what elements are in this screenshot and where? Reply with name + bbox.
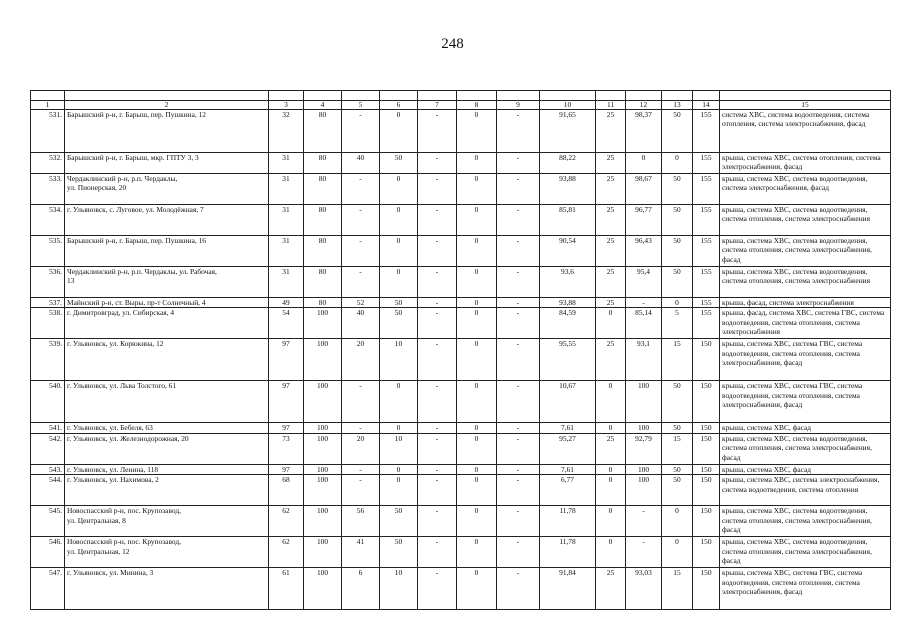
value-cell: 10: [380, 568, 418, 610]
value-cell: 20: [342, 339, 380, 381]
works-cell: крыша, система ХВС, система водоотведения, система отопления, система электроснабжения, фасад: [720, 537, 891, 568]
value-cell: 11,78: [540, 506, 596, 537]
value-cell: 100: [304, 308, 342, 339]
value-cell: 95,4: [626, 267, 662, 298]
value-cell: 50: [380, 506, 418, 537]
value-cell: 100: [626, 475, 662, 506]
value-cell: -: [497, 205, 540, 236]
value-cell: 50: [380, 153, 418, 174]
value-cell: 97: [269, 423, 304, 433]
value-cell: 80: [304, 298, 342, 308]
value-cell: 0: [596, 506, 626, 537]
row-number-cell: 546.: [31, 537, 65, 568]
value-cell: 31: [269, 153, 304, 174]
row-number-cell: 535.: [31, 236, 65, 267]
address-cell: г. Димитровград, ул. Сибирская, 4: [65, 308, 269, 339]
works-cell: крыша, система ХВС, фасад: [720, 464, 891, 474]
value-cell: 20: [342, 433, 380, 464]
value-cell: -: [418, 174, 457, 205]
value-cell: 15: [662, 339, 693, 381]
value-cell: 50: [662, 205, 693, 236]
value-cell: 50: [662, 381, 693, 423]
value-cell: 0: [596, 475, 626, 506]
value-cell: 93,03: [626, 568, 662, 610]
value-cell: 32: [269, 110, 304, 153]
row-number-cell: 545.: [31, 506, 65, 537]
row-number-cell: 541.: [31, 423, 65, 433]
value-cell: 0: [457, 205, 497, 236]
value-cell: 0: [457, 475, 497, 506]
value-cell: 0: [457, 339, 497, 381]
value-cell: 0: [457, 537, 497, 568]
value-cell: -: [342, 381, 380, 423]
row-number-cell: 543.: [31, 464, 65, 474]
address-cell: г. Ульяновск, ул. Ленина, 118: [65, 464, 269, 474]
address-cell: г. Ульяновск, ул. Минина, 3: [65, 568, 269, 610]
column-header: 15: [720, 101, 891, 110]
row-number-cell: 533.: [31, 174, 65, 205]
value-cell: 0: [380, 475, 418, 506]
value-cell: 0: [596, 308, 626, 339]
column-header: 9: [497, 101, 540, 110]
works-cell: система ХВС, система водоотведения, система отопления, система электроснабжения, фасад: [720, 110, 891, 153]
table-row: [31, 298, 891, 308]
table-row: [31, 381, 891, 423]
value-cell: 40: [342, 153, 380, 174]
value-cell: 25: [596, 339, 626, 381]
table-row: [31, 205, 891, 236]
address-cell: Барышский р-н, г. Барыш, пер. Пушкина, 16: [65, 236, 269, 267]
value-cell: 0: [380, 110, 418, 153]
value-cell: -: [626, 506, 662, 537]
address-cell: Чердаклинский р-н, р.п. Чердаклы, ул. Пионерская, 20: [65, 174, 269, 205]
column-header: 6: [380, 101, 418, 110]
value-cell: 50: [662, 464, 693, 474]
value-cell: 0: [457, 506, 497, 537]
value-cell: -: [497, 475, 540, 506]
works-cell: крыша, система ХВС, система водоотведения, система электроснабжения, фасад: [720, 174, 891, 205]
value-cell: 98,67: [626, 174, 662, 205]
value-cell: 88,22: [540, 153, 596, 174]
works-cell: крыша, система ХВС, система водоотведения, система отопления, система электроснабжения, фасад: [720, 433, 891, 464]
value-cell: 0: [380, 423, 418, 433]
value-cell: 155: [693, 110, 720, 153]
value-cell: 93,88: [540, 174, 596, 205]
value-cell: 0: [380, 381, 418, 423]
works-cell: крыша, система ХВС, система ГВС, система водоотведения, система отопления, система электроснабжения, фасад: [720, 568, 891, 610]
value-cell: 25: [596, 298, 626, 308]
value-cell: 85,81: [540, 205, 596, 236]
value-cell: 97: [269, 381, 304, 423]
row-number-cell: 540.: [31, 381, 65, 423]
address-cell: г. Ульяновск, ул. Льва Толстого, 61: [65, 381, 269, 423]
value-cell: 11,78: [540, 537, 596, 568]
value-cell: 25: [596, 433, 626, 464]
address-cell: г. Ульяновск, ул. Корюкина, 12: [65, 339, 269, 381]
table-row: [31, 475, 891, 506]
address-cell: г. Ульяновск, ул. Бебеля, 63: [65, 423, 269, 433]
value-cell: 150: [693, 433, 720, 464]
value-cell: 0: [457, 568, 497, 610]
value-cell: 0: [457, 423, 497, 433]
value-cell: 0: [457, 236, 497, 267]
value-cell: 15: [662, 433, 693, 464]
value-cell: -: [497, 423, 540, 433]
value-cell: 98,37: [626, 110, 662, 153]
value-cell: 155: [693, 236, 720, 267]
value-cell: 0: [596, 537, 626, 568]
value-cell: 0: [626, 153, 662, 174]
table-row: [31, 236, 891, 267]
value-cell: 0: [457, 381, 497, 423]
value-cell: 0: [380, 174, 418, 205]
address-cell: Барышский р-н, г. Барыш, пер. Пушкина, 12: [65, 110, 269, 153]
value-cell: -: [497, 236, 540, 267]
value-cell: 155: [693, 298, 720, 308]
row-number-cell: 531.: [31, 110, 65, 153]
column-header: 4: [304, 101, 342, 110]
works-cell: крыша, система ХВС, система водоотведения, система отопления, система электроснабжения: [720, 205, 891, 236]
value-cell: 150: [693, 464, 720, 474]
value-cell: 15: [662, 568, 693, 610]
page-number: 248: [441, 36, 464, 52]
value-cell: 31: [269, 174, 304, 205]
value-cell: -: [497, 381, 540, 423]
value-cell: -: [418, 423, 457, 433]
value-cell: 31: [269, 205, 304, 236]
works-cell: крыша, система ХВС, система ГВС, система водоотведения, система отопления, система электроснабжения, фасад: [720, 339, 891, 381]
value-cell: 92,79: [626, 433, 662, 464]
column-number-row: [31, 101, 891, 110]
value-cell: 0: [380, 205, 418, 236]
value-cell: -: [342, 464, 380, 474]
value-cell: -: [342, 475, 380, 506]
value-cell: 100: [304, 537, 342, 568]
value-cell: 61: [269, 568, 304, 610]
value-cell: 25: [596, 568, 626, 610]
table-row: [31, 339, 891, 381]
value-cell: -: [342, 267, 380, 298]
value-cell: 0: [662, 506, 693, 537]
value-cell: 100: [304, 339, 342, 381]
row-number-cell: 537.: [31, 298, 65, 308]
value-cell: 150: [693, 506, 720, 537]
value-cell: 25: [596, 205, 626, 236]
value-cell: 95,55: [540, 339, 596, 381]
value-cell: 50: [662, 423, 693, 433]
value-cell: 5: [662, 308, 693, 339]
address-cell: г. Ульяновск, ул. Железнодорожная, 20: [65, 433, 269, 464]
works-cell: крыша, система ХВС, система электроснабжения, система водоотведения, система отопления: [720, 475, 891, 506]
table-row: [31, 433, 891, 464]
value-cell: 84,59: [540, 308, 596, 339]
value-cell: 96,77: [626, 205, 662, 236]
value-cell: -: [418, 464, 457, 474]
value-cell: -: [418, 205, 457, 236]
column-header: 8: [457, 101, 497, 110]
value-cell: 40: [342, 308, 380, 339]
value-cell: 91,65: [540, 110, 596, 153]
column-header: 13: [662, 101, 693, 110]
value-cell: 73: [269, 433, 304, 464]
works-cell: крыша, фасад, система ХВС, система ГВС, система водоотведения, система отопления, система электроснабжения: [720, 308, 891, 339]
value-cell: 50: [380, 308, 418, 339]
value-cell: 6,77: [540, 475, 596, 506]
value-cell: 80: [304, 110, 342, 153]
works-cell: крыша, система ХВС, система отопления, система электроснабжения, фасад: [720, 153, 891, 174]
value-cell: 7,61: [540, 464, 596, 474]
value-cell: 25: [596, 174, 626, 205]
value-cell: 80: [304, 205, 342, 236]
value-cell: 96,43: [626, 236, 662, 267]
works-cell: крыша, система ХВС, система водоотведения, система отопления, система электроснабжения, фасад: [720, 236, 891, 267]
value-cell: 80: [304, 174, 342, 205]
value-cell: -: [497, 506, 540, 537]
column-header: 2: [65, 101, 269, 110]
row-number-cell: 536.: [31, 267, 65, 298]
column-header: 5: [342, 101, 380, 110]
value-cell: -: [418, 308, 457, 339]
value-cell: 155: [693, 267, 720, 298]
works-cell: крыша, система ХВС, система ГВС, система водоотведения, система отопления, система электроснабжения, фасад: [720, 381, 891, 423]
works-cell: крыша, система ХВС, система водоотведения, система отопления, система электроснабжения, фасад: [720, 506, 891, 537]
table-row: [31, 464, 891, 474]
value-cell: 7,61: [540, 423, 596, 433]
value-cell: 25: [596, 110, 626, 153]
works-cell: крыша, фасад, система электроснабжения: [720, 298, 891, 308]
value-cell: 50: [380, 298, 418, 308]
value-cell: 25: [596, 267, 626, 298]
value-cell: -: [626, 537, 662, 568]
value-cell: -: [418, 153, 457, 174]
value-cell: -: [497, 308, 540, 339]
value-cell: 31: [269, 236, 304, 267]
address-cell: Майнский р-н, ст. Выры, пр-т Солнечный, 4: [65, 298, 269, 308]
column-header: 10: [540, 101, 596, 110]
value-cell: 0: [380, 267, 418, 298]
table-row: [31, 537, 891, 568]
value-cell: 97: [269, 464, 304, 474]
value-cell: 6: [342, 568, 380, 610]
column-header: 3: [269, 101, 304, 110]
table-row: [31, 110, 891, 153]
row-number-cell: 544.: [31, 475, 65, 506]
value-cell: 155: [693, 308, 720, 339]
value-cell: 50: [662, 267, 693, 298]
address-cell: г. Ульяновск, с. Луговое, ул. Молодёжная, 7: [65, 205, 269, 236]
value-cell: 0: [662, 153, 693, 174]
value-cell: 10: [380, 433, 418, 464]
blank-header-row: [31, 91, 891, 101]
value-cell: 100: [626, 381, 662, 423]
value-cell: 93,88: [540, 298, 596, 308]
value-cell: 150: [693, 423, 720, 433]
value-cell: 0: [596, 381, 626, 423]
value-cell: 100: [304, 464, 342, 474]
value-cell: 80: [304, 236, 342, 267]
value-cell: -: [418, 110, 457, 153]
value-cell: 52: [342, 298, 380, 308]
value-cell: 25: [596, 236, 626, 267]
table-row: [31, 423, 891, 433]
table-row: [31, 308, 891, 339]
data-table: [30, 90, 891, 610]
value-cell: 155: [693, 153, 720, 174]
column-header: 1: [31, 101, 65, 110]
value-cell: 50: [662, 174, 693, 205]
value-cell: 0: [457, 153, 497, 174]
value-cell: -: [342, 236, 380, 267]
value-cell: -: [497, 433, 540, 464]
value-cell: -: [418, 475, 457, 506]
value-cell: 41: [342, 537, 380, 568]
address-cell: Барышский р-н, г. Барыш, мкр. ГПТУ 3, 3: [65, 153, 269, 174]
works-cell: крыша, система ХВС, фасад: [720, 423, 891, 433]
value-cell: 95,27: [540, 433, 596, 464]
value-cell: 50: [380, 537, 418, 568]
address-cell: Новоспасский р-н, пос. Крупозавод, ул. Центральная, 8: [65, 506, 269, 537]
value-cell: -: [497, 174, 540, 205]
value-cell: 0: [380, 236, 418, 267]
value-cell: 100: [304, 506, 342, 537]
value-cell: 150: [693, 537, 720, 568]
value-cell: 25: [596, 153, 626, 174]
value-cell: -: [497, 110, 540, 153]
value-cell: -: [342, 205, 380, 236]
value-cell: -: [497, 537, 540, 568]
table-row: [31, 506, 891, 537]
value-cell: 155: [693, 205, 720, 236]
value-cell: 68: [269, 475, 304, 506]
value-cell: 100: [304, 475, 342, 506]
row-number-cell: 534.: [31, 205, 65, 236]
value-cell: 0: [596, 464, 626, 474]
row-number-cell: 538.: [31, 308, 65, 339]
value-cell: 0: [457, 464, 497, 474]
value-cell: 100: [304, 381, 342, 423]
value-cell: -: [418, 506, 457, 537]
value-cell: -: [342, 110, 380, 153]
value-cell: -: [418, 433, 457, 464]
value-cell: 0: [662, 537, 693, 568]
value-cell: 100: [626, 464, 662, 474]
value-cell: 150: [693, 381, 720, 423]
value-cell: 0: [457, 174, 497, 205]
value-cell: -: [497, 568, 540, 610]
table-row: [31, 153, 891, 174]
column-header: 14: [693, 101, 720, 110]
value-cell: -: [342, 174, 380, 205]
value-cell: 62: [269, 506, 304, 537]
value-cell: 85,14: [626, 308, 662, 339]
value-cell: 100: [304, 423, 342, 433]
table-row: [31, 174, 891, 205]
value-cell: 91,84: [540, 568, 596, 610]
value-cell: 150: [693, 475, 720, 506]
value-cell: 50: [662, 236, 693, 267]
value-cell: 0: [457, 110, 497, 153]
value-cell: 80: [304, 267, 342, 298]
value-cell: 0: [596, 423, 626, 433]
row-number-cell: 539.: [31, 339, 65, 381]
value-cell: 100: [626, 423, 662, 433]
value-cell: 10: [380, 339, 418, 381]
value-cell: -: [418, 381, 457, 423]
row-number-cell: 542.: [31, 433, 65, 464]
value-cell: 49: [269, 298, 304, 308]
value-cell: 56: [342, 506, 380, 537]
value-cell: 93,6: [540, 267, 596, 298]
table-row: [31, 568, 891, 610]
value-cell: 0: [662, 298, 693, 308]
value-cell: 62: [269, 537, 304, 568]
value-cell: 50: [662, 475, 693, 506]
value-cell: -: [418, 568, 457, 610]
value-cell: 90,54: [540, 236, 596, 267]
table-row: [31, 267, 891, 298]
value-cell: -: [342, 423, 380, 433]
value-cell: -: [497, 339, 540, 381]
value-cell: 54: [269, 308, 304, 339]
value-cell: -: [418, 267, 457, 298]
value-cell: 0: [380, 464, 418, 474]
row-number-cell: 547.: [31, 568, 65, 610]
value-cell: 155: [693, 174, 720, 205]
value-cell: -: [418, 537, 457, 568]
value-cell: -: [418, 339, 457, 381]
value-cell: -: [497, 464, 540, 474]
value-cell: 0: [457, 308, 497, 339]
value-cell: 50: [662, 110, 693, 153]
value-cell: 150: [693, 339, 720, 381]
value-cell: 0: [457, 267, 497, 298]
value-cell: -: [497, 298, 540, 308]
column-header: 11: [596, 101, 626, 110]
value-cell: 100: [304, 568, 342, 610]
value-cell: -: [626, 298, 662, 308]
value-cell: -: [418, 236, 457, 267]
value-cell: 0: [457, 433, 497, 464]
address-cell: Чердаклинский р-н, р.п. Чердаклы, ул. Рабочая, 13: [65, 267, 269, 298]
value-cell: 150: [693, 568, 720, 610]
value-cell: -: [418, 298, 457, 308]
value-cell: -: [497, 153, 540, 174]
value-cell: 93,1: [626, 339, 662, 381]
value-cell: 10,67: [540, 381, 596, 423]
value-cell: -: [497, 267, 540, 298]
value-cell: 97: [269, 339, 304, 381]
value-cell: 31: [269, 267, 304, 298]
column-header: 7: [418, 101, 457, 110]
address-cell: Новоспасский р-н, пос. Крупозавод, ул. Центральная, 12: [65, 537, 269, 568]
value-cell: 0: [457, 298, 497, 308]
address-cell: г. Ульяновск, ул. Нахимова, 2: [65, 475, 269, 506]
row-number-cell: 532.: [31, 153, 65, 174]
column-header: 12: [626, 101, 662, 110]
value-cell: 80: [304, 153, 342, 174]
works-cell: крыша, система ХВС, система водоотведения, система отопления, система электроснабжения: [720, 267, 891, 298]
value-cell: 100: [304, 433, 342, 464]
